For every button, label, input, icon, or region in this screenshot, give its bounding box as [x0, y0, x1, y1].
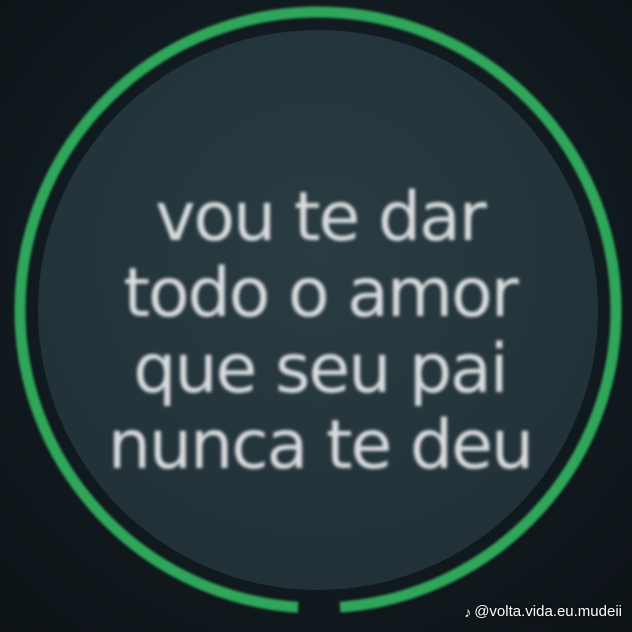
- quote-line-1: vou te dar: [155, 178, 485, 257]
- quote-line-3: que seu pai: [133, 330, 507, 409]
- quote-line-4: nunca te deu: [107, 406, 533, 485]
- watermark-handle: @volta.vida.eu.mudeii: [474, 603, 622, 620]
- watermark: [464, 603, 622, 620]
- quote-text: [70, 180, 570, 484]
- tiktok-icon: ♪: [464, 603, 472, 620]
- quote-line-2: todo o amor: [123, 254, 517, 333]
